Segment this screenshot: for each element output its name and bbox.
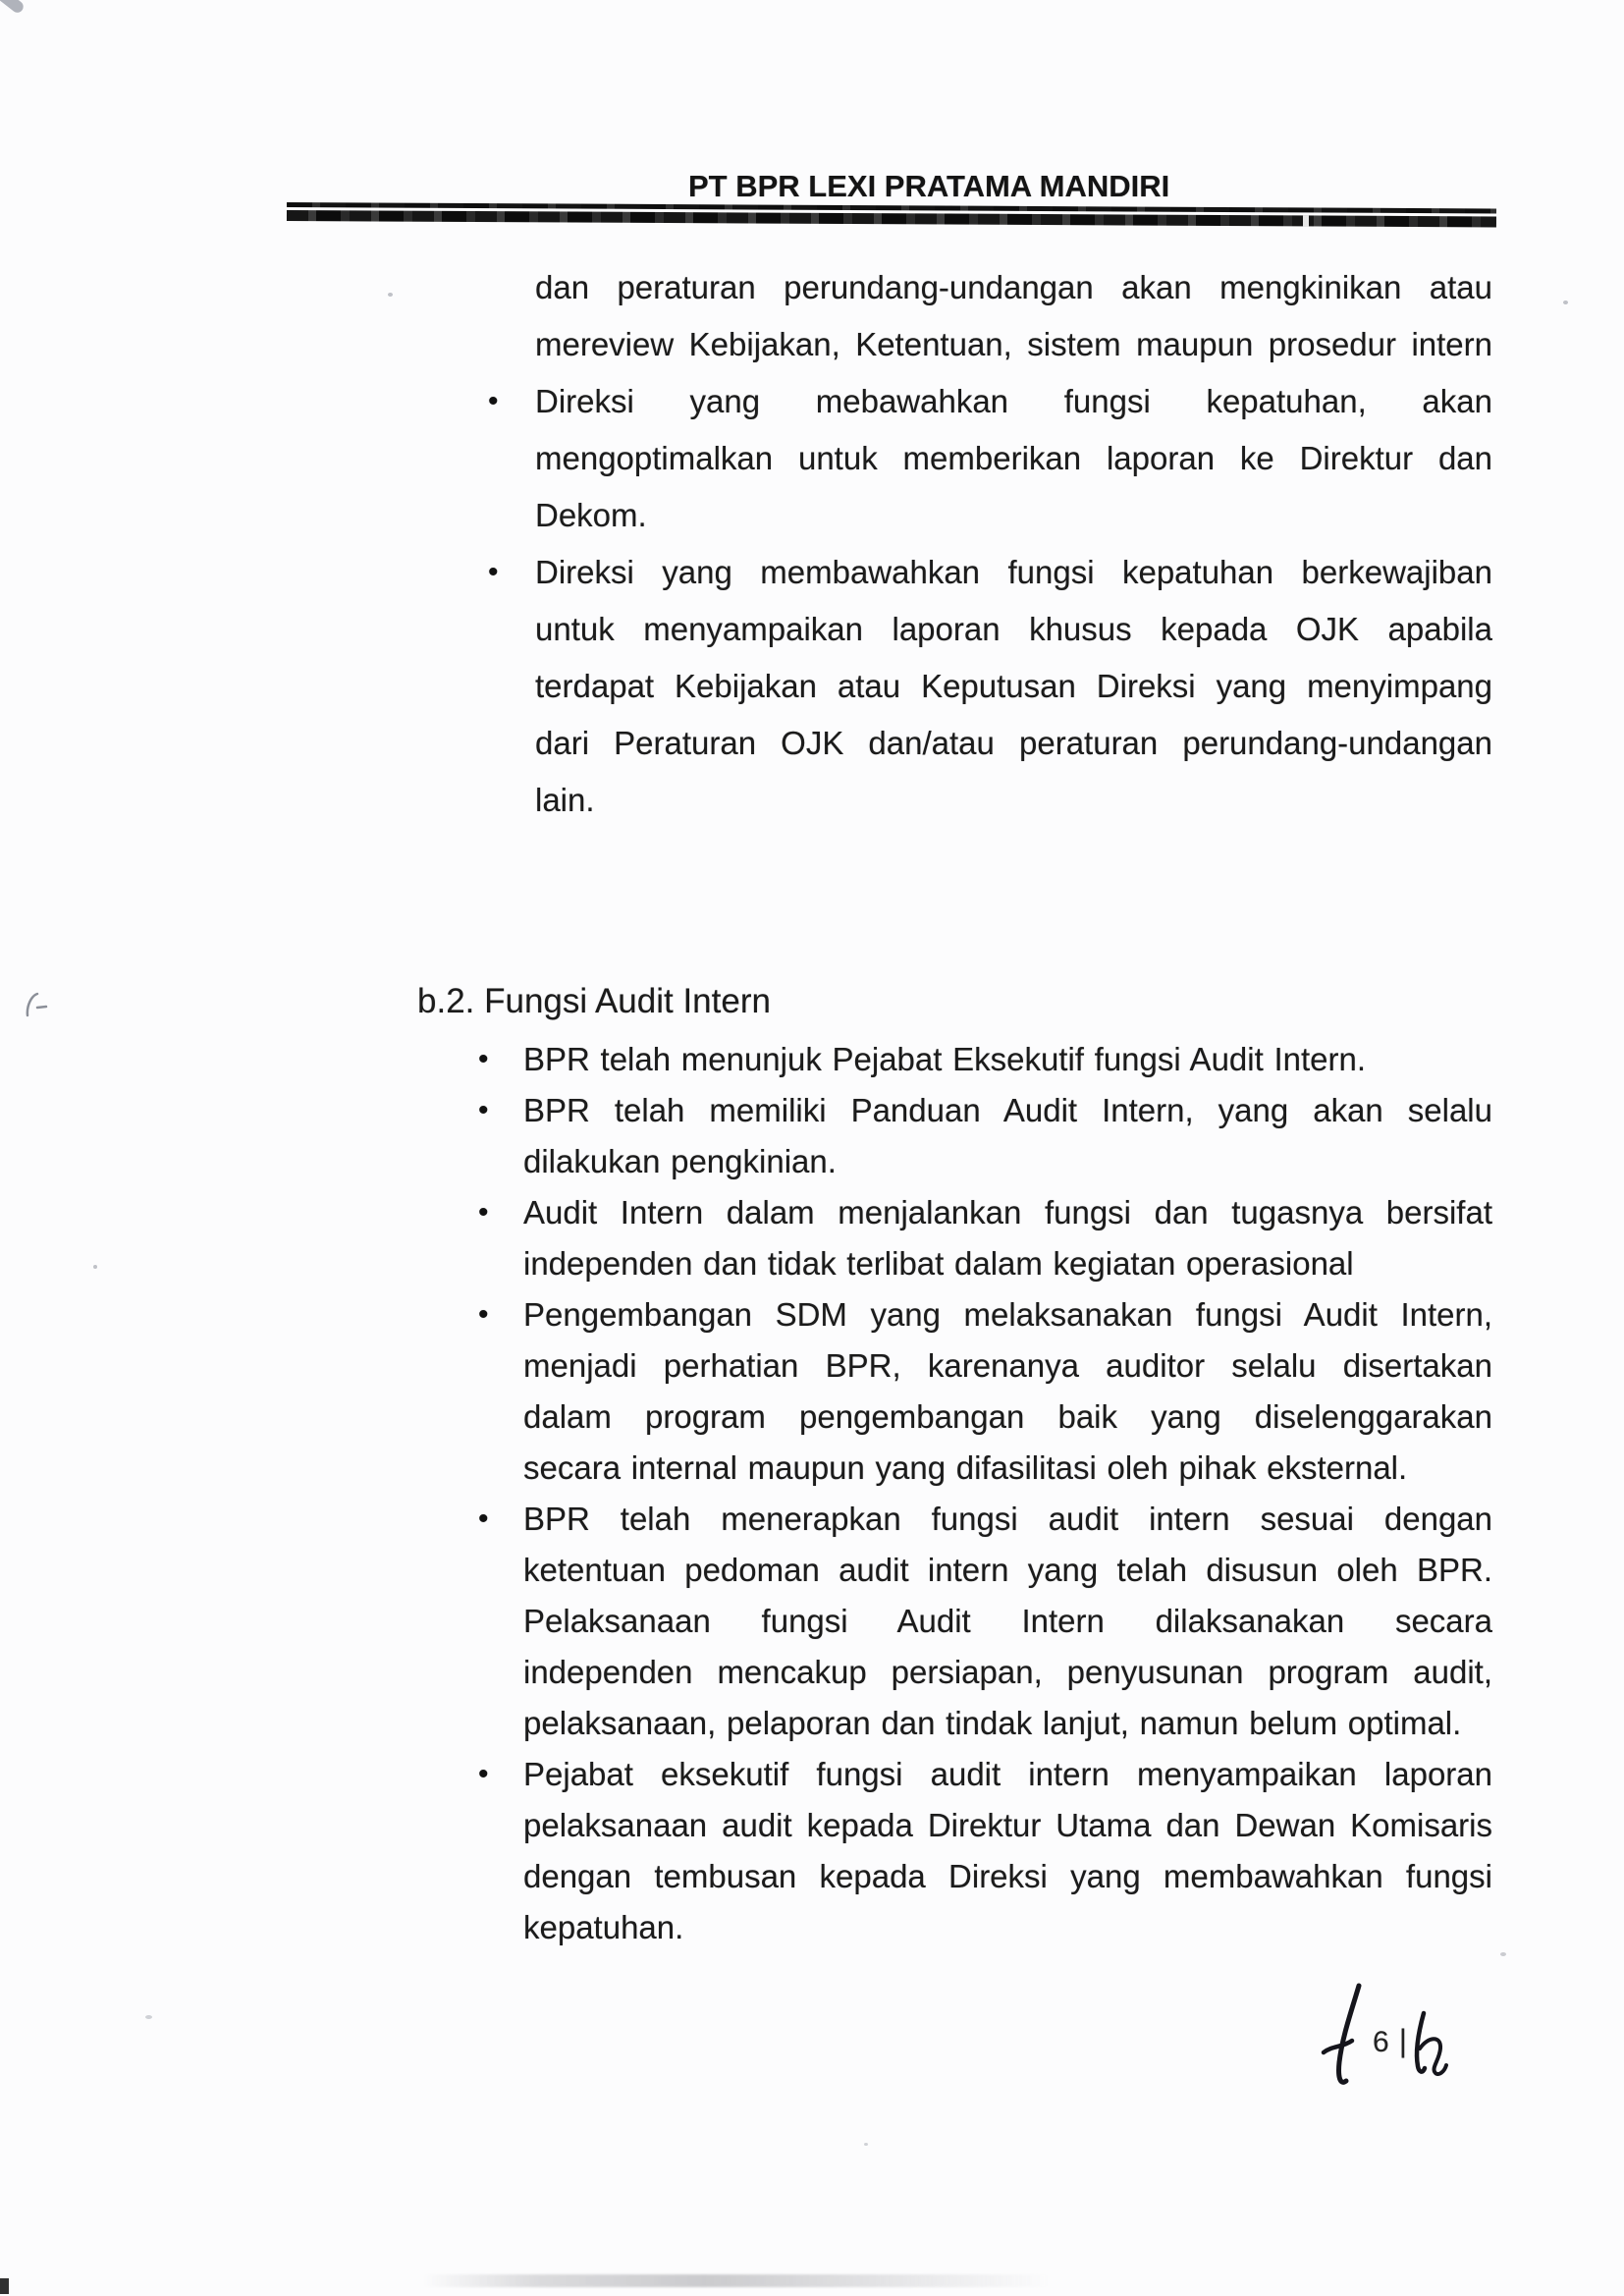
scan-speck xyxy=(1500,1952,1506,1956)
section-compliance-text xyxy=(488,259,1492,829)
text-line: ketentuan pedoman audit intern yang telah disusun oleh BPR. xyxy=(523,1552,1492,1588)
scan-artifact-corner xyxy=(0,0,26,15)
text-line: secara internal maupun yang difasilitasi oleh pihak eksternal. xyxy=(523,1449,1408,1486)
scan-speck xyxy=(864,2143,868,2146)
bullet-icon: • xyxy=(478,1196,489,1229)
text-line: kepatuhan. xyxy=(523,1909,684,1945)
text-line: BPR telah menunjuk Pejabat Eksekutif fungsi Audit Intern. • xyxy=(523,1034,1492,1085)
bullet-icon: • xyxy=(478,1503,489,1535)
bullet-icon: • xyxy=(488,385,499,417)
text-line: independen dan tidak terlibat dalam kegiatan operasional xyxy=(523,1245,1354,1282)
scan-speck xyxy=(145,2015,152,2019)
page-number xyxy=(1373,2023,1409,2059)
text-line: mengoptimalkan untuk memberikan laporan ke Direktur dan xyxy=(535,440,1492,476)
letterhead-divider-rule xyxy=(287,202,1496,229)
text-line: menjadi perhatian BPR, karenanya auditor selalu disertakan xyxy=(523,1347,1492,1384)
text-line: independen mencakup persiapan, penyusunan program audit, xyxy=(523,1654,1492,1690)
section-heading-audit-intern: b.2. Fungsi Audit Intern xyxy=(417,982,771,1020)
scan-artifact-smudge xyxy=(422,2274,1051,2287)
text-line: Audit Intern dalam menjalankan fungsi dan tugasnya bersifat • xyxy=(523,1187,1492,1238)
text-line: dari Peraturan OJK dan/atau peraturan perundang-undangan xyxy=(535,725,1492,761)
scan-artifact-margin-mark xyxy=(14,990,49,1023)
page-number-value: 6 xyxy=(1373,2026,1391,2058)
text-line: BPR telah memiliki Panduan Audit Intern, yang akan selalu • xyxy=(523,1085,1492,1136)
text-line: lain. xyxy=(535,782,595,818)
bullet-icon: • xyxy=(478,1298,489,1331)
text-line: BPR telah menerapkan fungsi audit intern sesuai dengan • xyxy=(523,1494,1492,1545)
bullet-icon: • xyxy=(478,1043,489,1075)
text-line: Direksi yang mebawahkan fungsi kepatuhan, akan • xyxy=(535,373,1492,430)
text-line: untuk menyampaikan laporan khusus kepada OJK apabila xyxy=(535,611,1492,647)
section-audit-intern-text xyxy=(478,1034,1492,1953)
text-line: terdapat Kebijakan atau Keputusan Direksi yang menyimpang xyxy=(535,668,1492,704)
text-line: dan peraturan perundang-undangan akan mengkinikan atau xyxy=(535,269,1492,305)
page-number-separator: | xyxy=(1398,2023,1409,2058)
text-line: dengan tembusan kepada Direksi yang membawahkan fungsi xyxy=(523,1858,1492,1894)
text-line: pelaksanaan, pelaporan dan tindak lanjut, namun belum optimal. xyxy=(523,1705,1462,1741)
text-line: Dekom. xyxy=(535,497,647,533)
bullet-icon: • xyxy=(488,556,499,588)
company-letterhead-title: PT BPR LEXI PRATAMA MANDIRI xyxy=(688,169,1170,203)
handwritten-initial-right-icon xyxy=(1408,2009,1449,2078)
bullet-icon: • xyxy=(478,1094,489,1126)
text-line: dalam program pengembangan baik yang diselenggarakan xyxy=(523,1398,1492,1435)
text-line: Pejabat eksekutif fungsi audit intern menyampaikan laporan • xyxy=(523,1749,1492,1800)
text-line: Pengembangan SDM yang melaksanakan fungsi Audit Intern, • xyxy=(523,1289,1492,1340)
scan-artifact-bottom-corner xyxy=(0,2278,9,2294)
scan-speck xyxy=(1563,301,1568,304)
text-line: mereview Kebijakan, Ketentuan, sistem maupun prosedur intern xyxy=(535,326,1492,362)
scan-speck xyxy=(388,293,393,297)
text-line: Direksi yang membawahkan fungsi kepatuhan berkewajiban • xyxy=(535,544,1492,601)
bullet-icon: • xyxy=(478,1758,489,1790)
text-line: pelaksanaan audit kepada Direktur Utama dan Dewan Komisaris xyxy=(523,1807,1492,1843)
handwritten-initial-left-icon xyxy=(1316,1982,1367,2092)
text-line: dilakukan pengkinian. xyxy=(523,1143,837,1179)
scan-speck xyxy=(93,1265,97,1269)
text-line: Pelaksanaan fungsi Audit Intern dilaksanakan secara xyxy=(523,1603,1492,1639)
